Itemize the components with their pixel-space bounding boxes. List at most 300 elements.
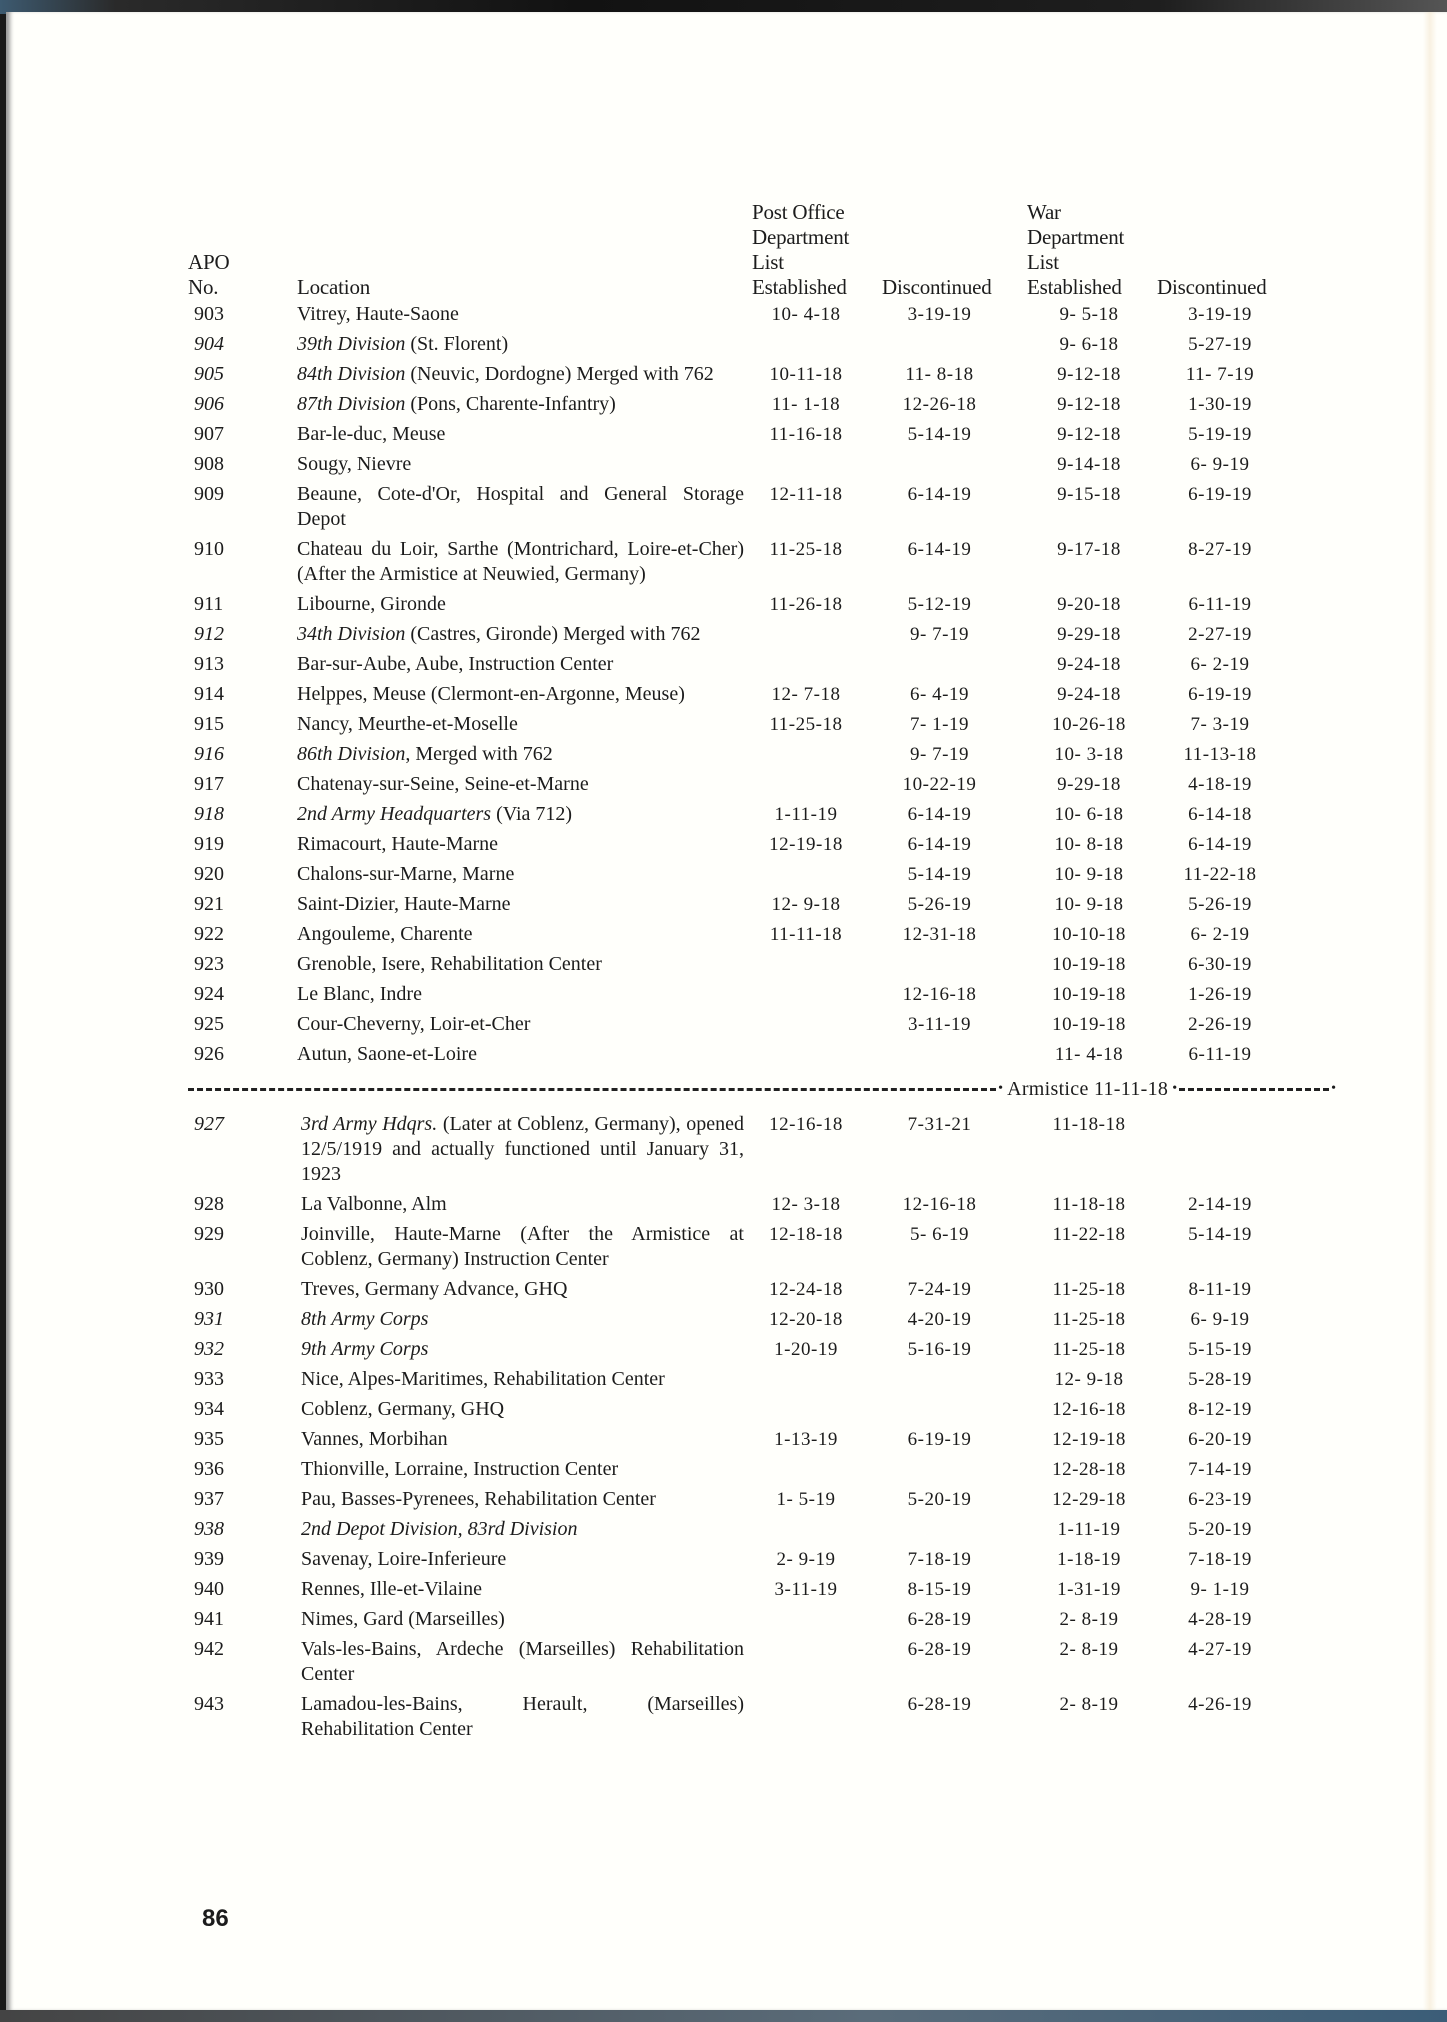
wd-discontinued-date: 6-14-19 bbox=[1188, 834, 1252, 855]
wd-established-date: 11-25-18 bbox=[1052, 1279, 1126, 1300]
location-cell bbox=[271, 1607, 752, 1632]
wd-established-date: 9-14-18 bbox=[1057, 454, 1121, 475]
location-text: Chateau du Loir, Sarthe (Montrichard, Loire-et-Cher) (After the Armistice at Neuwied, Germany) bbox=[297, 538, 744, 585]
location-cell bbox=[271, 622, 752, 647]
location-cell bbox=[271, 1517, 752, 1542]
po-discontinued-date: 4-20-19 bbox=[907, 1309, 972, 1330]
apo-number: 936 bbox=[194, 1458, 224, 1480]
table-row bbox=[188, 1692, 1338, 1742]
po-discontinued-date: 6-28-19 bbox=[907, 1694, 972, 1715]
po-discontinued-date: 12-31-18 bbox=[902, 924, 977, 945]
po-established-date: 11-16-18 bbox=[769, 424, 843, 445]
location-cell bbox=[271, 1397, 752, 1422]
location-text: (Castres, Gironde) Merged with 762 bbox=[405, 623, 701, 645]
po-established-date: 11-25-18 bbox=[769, 539, 843, 560]
wd-discontinued-date: 6-11-19 bbox=[1188, 594, 1252, 615]
apo-number: 942 bbox=[194, 1638, 224, 1660]
location-text: Coblenz, Germany, GHQ bbox=[301, 1398, 505, 1420]
apo-number: 922 bbox=[194, 923, 224, 945]
table-row bbox=[188, 392, 1338, 417]
table-row bbox=[188, 1367, 1338, 1392]
book-page bbox=[6, 12, 1447, 2010]
apo-number: 927 bbox=[194, 1113, 224, 1135]
location-cell bbox=[271, 952, 752, 977]
po-discontinued-date: 12-16-18 bbox=[902, 1194, 977, 1215]
header-wd-discontinued: Discontinued bbox=[1157, 275, 1267, 299]
apo-number: 912 bbox=[194, 623, 224, 645]
location-cell bbox=[271, 742, 752, 767]
po-discontinued-date: 6-14-19 bbox=[907, 834, 972, 855]
location-text: La Valbonne, Alm bbox=[301, 1193, 447, 1215]
wd-discontinued-date: 3-19-19 bbox=[1188, 304, 1252, 325]
po-established-date: 12- 3-18 bbox=[771, 1194, 841, 1215]
po-discontinued-date: 7-18-19 bbox=[907, 1549, 972, 1570]
wd-established-date: 9-12-18 bbox=[1057, 364, 1121, 385]
header-wd-established bbox=[1027, 200, 1157, 300]
wd-discontinued-date: 5-20-19 bbox=[1188, 1519, 1252, 1540]
table-row bbox=[188, 1012, 1338, 1037]
location-cell bbox=[271, 1577, 752, 1602]
po-discontinued-date: 6-28-19 bbox=[907, 1639, 972, 1660]
po-discontinued-date: 6-19-19 bbox=[907, 1429, 972, 1450]
table-row bbox=[188, 832, 1338, 857]
wd-discontinued-date: 2-27-19 bbox=[1188, 624, 1252, 645]
location-cell bbox=[271, 332, 752, 357]
location-cell bbox=[271, 1637, 752, 1687]
apo-number: 918 bbox=[194, 803, 224, 825]
location-cell bbox=[271, 392, 752, 417]
location-cell bbox=[271, 652, 752, 677]
apo-number: 910 bbox=[194, 538, 224, 560]
apo-number: 930 bbox=[194, 1278, 224, 1300]
wd-discontinued-date: 6-19-19 bbox=[1188, 684, 1252, 705]
apo-number: 904 bbox=[194, 333, 224, 355]
po-established-date: 12-18-18 bbox=[769, 1224, 843, 1245]
scanner-edge-bottom bbox=[0, 2010, 1447, 2022]
header-po-established bbox=[752, 200, 882, 300]
location-cell bbox=[271, 1277, 752, 1302]
po-discontinued-date: 6-28-19 bbox=[907, 1609, 972, 1630]
table-row bbox=[188, 982, 1338, 1007]
table-row bbox=[188, 1637, 1338, 1687]
unit-name: 84th Division bbox=[297, 363, 406, 385]
location-cell bbox=[271, 1222, 752, 1272]
apo-number: 932 bbox=[194, 1338, 224, 1360]
wd-established-date: 9-24-18 bbox=[1057, 654, 1121, 675]
wd-established-date: 2- 8-19 bbox=[1059, 1639, 1119, 1660]
po-discontinued-date: 6-14-19 bbox=[907, 539, 972, 560]
divider-dot: • bbox=[998, 1081, 1004, 1096]
wd-established-date: 10- 8-18 bbox=[1054, 834, 1124, 855]
location-text: Rennes, Ille-et-Vilaine bbox=[301, 1578, 482, 1600]
wd-established-date: 2- 8-19 bbox=[1059, 1609, 1119, 1630]
po-discontinued-date: 12-26-18 bbox=[902, 394, 977, 415]
location-text: Grenoble, Isere, Rehabilitation Center bbox=[297, 953, 602, 975]
apo-number: 913 bbox=[194, 653, 224, 675]
wd-discontinued-date: 6-19-19 bbox=[1188, 484, 1252, 505]
wd-established-date: 10- 9-18 bbox=[1054, 864, 1124, 885]
wd-discontinued-date: 11-22-18 bbox=[1183, 864, 1257, 885]
wd-discontinued-date: 6-11-19 bbox=[1188, 1044, 1252, 1065]
wd-established-date: 1-11-19 bbox=[1057, 1519, 1121, 1540]
location-text: Rimacourt, Haute-Marne bbox=[297, 833, 499, 855]
wd-established-date: 12-29-18 bbox=[1052, 1489, 1126, 1510]
apo-number: 933 bbox=[194, 1368, 224, 1390]
po-established-date: 1-20-19 bbox=[774, 1339, 838, 1360]
apo-number: 919 bbox=[194, 833, 224, 855]
location-cell bbox=[271, 772, 752, 797]
po-discontinued-date: 5- 6-19 bbox=[910, 1224, 969, 1245]
unit-name: 9th Army Corps bbox=[301, 1338, 429, 1360]
wd-discontinued-date: 6- 2-19 bbox=[1190, 654, 1250, 675]
wd-established-date: 11-25-18 bbox=[1052, 1309, 1126, 1330]
location-text: Sougy, Nievre bbox=[297, 453, 412, 475]
unit-name: 87th Division bbox=[297, 393, 406, 415]
wd-established-date: 10-26-18 bbox=[1052, 714, 1126, 735]
table-row bbox=[188, 802, 1338, 827]
location-cell bbox=[271, 482, 752, 532]
wd-discontinued-date: 7- 3-19 bbox=[1190, 714, 1250, 735]
wd-discontinued-date: 2-14-19 bbox=[1188, 1194, 1252, 1215]
location-text: Helppes, Meuse (Clermont-en-Argonne, Meuse) bbox=[297, 683, 685, 705]
location-cell bbox=[271, 1337, 752, 1362]
po-established-date: 12- 9-18 bbox=[771, 894, 841, 915]
po-established-date: 12-16-18 bbox=[769, 1114, 843, 1135]
location-text: Treves, Germany Advance, GHQ bbox=[301, 1278, 568, 1300]
header-department-line: Department bbox=[752, 225, 850, 249]
wd-discontinued-date: 4-28-19 bbox=[1188, 1609, 1252, 1630]
wd-established-date: 9-12-18 bbox=[1057, 394, 1121, 415]
unit-name: 34th Division bbox=[297, 623, 406, 645]
table-row bbox=[188, 1112, 1338, 1187]
header-established-label: Established bbox=[752, 275, 847, 299]
table-row bbox=[188, 1427, 1338, 1452]
po-discontinued-date: 5-16-19 bbox=[907, 1339, 972, 1360]
armistice-divider bbox=[188, 1072, 1338, 1106]
header-no-label: No. bbox=[188, 275, 219, 299]
wd-discontinued-date: 5-19-19 bbox=[1188, 424, 1252, 445]
table-row bbox=[188, 682, 1338, 707]
po-established-date: 2- 9-19 bbox=[776, 1549, 836, 1570]
po-discontinued-date: 7-24-19 bbox=[907, 1279, 972, 1300]
apo-number: 917 bbox=[194, 773, 224, 795]
wd-established-date: 12-16-18 bbox=[1052, 1399, 1126, 1420]
wd-discontinued-date: 11-13-18 bbox=[1183, 744, 1257, 765]
apo-number: 925 bbox=[194, 1013, 224, 1035]
apo-number: 905 bbox=[194, 363, 224, 385]
location-cell bbox=[271, 1112, 752, 1187]
wd-discontinued-date: 6-20-19 bbox=[1188, 1429, 1252, 1450]
apo-table bbox=[188, 200, 1338, 1747]
wd-established-date: 1-18-19 bbox=[1057, 1549, 1121, 1570]
location-text: Savenay, Loire-Inferieure bbox=[301, 1548, 507, 1570]
table-row bbox=[188, 1547, 1338, 1572]
wd-established-date: 11-18-18 bbox=[1052, 1114, 1126, 1135]
unit-name: 39th Division bbox=[297, 333, 406, 355]
table-row bbox=[188, 952, 1338, 977]
po-established-date: 3-11-19 bbox=[774, 1579, 838, 1600]
wd-discontinued-date: 6-23-19 bbox=[1188, 1489, 1252, 1510]
table-row bbox=[188, 482, 1338, 532]
apo-number: 926 bbox=[194, 1043, 224, 1065]
unit-name: 2nd Depot Division, 83rd Division bbox=[301, 1518, 578, 1540]
table-row bbox=[188, 1457, 1338, 1482]
location-text: Vitrey, Haute-Saone bbox=[297, 303, 459, 325]
po-discontinued-date: 12-16-18 bbox=[902, 984, 977, 1005]
apo-number: 924 bbox=[194, 983, 224, 1005]
po-discontinued-date: 5-14-19 bbox=[907, 424, 972, 445]
apo-number: 939 bbox=[194, 1548, 224, 1570]
location-cell bbox=[271, 712, 752, 737]
wd-discontinued-date: 1-26-19 bbox=[1188, 984, 1252, 1005]
location-text: Vannes, Morbihan bbox=[301, 1428, 448, 1450]
location-text: Nimes, Gard (Marseilles) bbox=[301, 1608, 505, 1630]
wd-discontinued-date: 1-30-19 bbox=[1188, 394, 1252, 415]
location-text: Beaune, Cote-d'Or, Hospital and General Storage Depot bbox=[297, 483, 744, 530]
apo-number: 935 bbox=[194, 1428, 224, 1450]
table-row bbox=[188, 772, 1338, 797]
wd-discontinued-date: 5-27-19 bbox=[1188, 334, 1252, 355]
apo-number: 937 bbox=[194, 1488, 224, 1510]
location-text: (Later at Coblenz, Germany), opened 12/5/1919 and actually functioned until January 31, 1923 bbox=[301, 1113, 744, 1185]
apo-number: 920 bbox=[194, 863, 224, 885]
location-text: (St. Florent) bbox=[405, 333, 509, 355]
location-cell bbox=[271, 1192, 752, 1217]
dashed-rule bbox=[188, 1088, 996, 1091]
location-cell bbox=[271, 922, 752, 947]
po-discontinued-date: 7-31-21 bbox=[907, 1114, 972, 1135]
location-cell bbox=[271, 1457, 752, 1482]
apo-number: 908 bbox=[194, 453, 224, 475]
location-text: Chalons-sur-Marne, Marne bbox=[297, 863, 515, 885]
table-row bbox=[188, 592, 1338, 617]
location-cell bbox=[271, 362, 752, 387]
wd-established-date: 10- 6-18 bbox=[1054, 804, 1124, 825]
location-text: Chatenay-sur-Seine, Seine-et-Marne bbox=[297, 773, 589, 795]
table-row bbox=[188, 1487, 1338, 1512]
location-cell bbox=[271, 1012, 752, 1037]
wd-established-date: 11-25-18 bbox=[1052, 1339, 1126, 1360]
po-discontinued-date: 10-22-19 bbox=[902, 774, 977, 795]
apo-number: 915 bbox=[194, 713, 224, 735]
location-text: Bar-sur-Aube, Aube, Instruction Center bbox=[297, 653, 614, 675]
table-row bbox=[188, 332, 1338, 357]
po-established-date: 1-13-19 bbox=[774, 1429, 838, 1450]
wd-established-date: 9-12-18 bbox=[1057, 424, 1121, 445]
apo-number: 943 bbox=[194, 1693, 224, 1715]
location-cell bbox=[271, 1042, 752, 1067]
wd-established-date: 12- 9-18 bbox=[1054, 1369, 1124, 1390]
apo-number: 903 bbox=[194, 303, 224, 325]
wd-discontinued-date: 7-18-19 bbox=[1188, 1549, 1252, 1570]
location-text: Lamadou-les-Bains, Herault, (Marseilles) Rehabilitation Center bbox=[301, 1693, 744, 1740]
table-row bbox=[188, 1607, 1338, 1632]
table-row bbox=[188, 1577, 1338, 1602]
apo-number: 940 bbox=[194, 1578, 224, 1600]
wd-established-date: 9-29-18 bbox=[1057, 774, 1121, 795]
wd-discontinued-date: 4-26-19 bbox=[1188, 1694, 1252, 1715]
po-established-date: 11- 1-18 bbox=[771, 394, 841, 415]
header-department-line: Department bbox=[1027, 225, 1125, 249]
wd-established-date: 10-19-18 bbox=[1052, 984, 1126, 1005]
location-cell bbox=[271, 802, 752, 827]
apo-number: 929 bbox=[194, 1223, 224, 1245]
wd-established-date: 9-17-18 bbox=[1057, 539, 1121, 560]
table-row bbox=[188, 1517, 1338, 1542]
wd-established-date: 11- 4-18 bbox=[1054, 1044, 1124, 1065]
rows-before-armistice bbox=[188, 302, 1338, 1067]
wd-discontinued-date: 6- 2-19 bbox=[1190, 924, 1250, 945]
wd-established-date: 11-18-18 bbox=[1052, 1194, 1126, 1215]
wd-discontinued-date: 6- 9-19 bbox=[1190, 1309, 1250, 1330]
apo-number: 906 bbox=[194, 393, 224, 415]
location-text: Nancy, Meurthe-et-Moselle bbox=[297, 713, 518, 735]
location-cell bbox=[271, 1547, 752, 1572]
divider-dot: • bbox=[1331, 1081, 1336, 1096]
wd-established-date: 9-24-18 bbox=[1057, 684, 1121, 705]
po-established-date: 10-11-18 bbox=[769, 364, 843, 385]
wd-established-date: 10-19-18 bbox=[1052, 1014, 1126, 1035]
table-row bbox=[188, 712, 1338, 737]
wd-discontinued-date: 4-18-19 bbox=[1188, 774, 1252, 795]
header-war-line: War bbox=[1027, 200, 1061, 224]
wd-discontinued-date: 5-28-19 bbox=[1188, 1369, 1252, 1390]
location-cell bbox=[271, 982, 752, 1007]
location-cell bbox=[271, 682, 752, 707]
apo-number: 931 bbox=[194, 1308, 224, 1330]
location-cell bbox=[271, 537, 752, 587]
rows-after-armistice bbox=[188, 1112, 1338, 1742]
po-established-date: 12-20-18 bbox=[769, 1309, 843, 1330]
header-po-discontinued: Discontinued bbox=[882, 275, 992, 299]
table-row bbox=[188, 1222, 1338, 1272]
location-cell bbox=[271, 1427, 752, 1452]
po-discontinued-date: 11- 8-18 bbox=[905, 364, 974, 385]
po-established-date: 12- 7-18 bbox=[771, 684, 841, 705]
location-cell bbox=[271, 422, 752, 447]
po-discontinued-date: 3-19-19 bbox=[907, 304, 972, 325]
location-text: Angouleme, Charente bbox=[297, 923, 473, 945]
po-established-date: 12-19-18 bbox=[769, 834, 843, 855]
wd-established-date: 1-31-19 bbox=[1057, 1579, 1121, 1600]
location-text: Vals-les-Bains, Ardeche (Marseilles) Rehabilitation Center bbox=[301, 1638, 744, 1685]
wd-established-date: 9-29-18 bbox=[1057, 624, 1121, 645]
po-discontinued-date: 6-14-19 bbox=[907, 484, 972, 505]
table-row bbox=[188, 537, 1338, 587]
po-discontinued-date: 5-12-19 bbox=[907, 594, 972, 615]
divider-dot: • bbox=[1172, 1081, 1178, 1096]
po-discontinued-date: 3-11-19 bbox=[908, 1014, 971, 1035]
table-row bbox=[188, 622, 1338, 647]
wd-established-date: 10-19-18 bbox=[1052, 954, 1126, 975]
apo-number: 923 bbox=[194, 953, 224, 975]
location-text: Bar-le-duc, Meuse bbox=[297, 423, 446, 445]
location-cell bbox=[271, 302, 752, 327]
apo-number: 928 bbox=[194, 1193, 224, 1215]
header-list-line: List bbox=[752, 250, 784, 274]
location-text: (Neuvic, Dordogne) Merged with 762 bbox=[405, 363, 714, 385]
po-established-date: 1- 5-19 bbox=[776, 1489, 836, 1510]
location-cell bbox=[271, 832, 752, 857]
wd-established-date: 10- 9-18 bbox=[1054, 894, 1124, 915]
po-established-date: 11-11-18 bbox=[769, 924, 843, 945]
location-cell bbox=[271, 862, 752, 887]
wd-established-date: 12-19-18 bbox=[1052, 1429, 1126, 1450]
header-list-line: List bbox=[1027, 250, 1059, 274]
table-row bbox=[188, 302, 1338, 327]
table-row bbox=[188, 1192, 1338, 1217]
location-text: Saint-Dizier, Haute-Marne bbox=[297, 893, 511, 915]
wd-discontinued-date: 8-12-19 bbox=[1188, 1399, 1252, 1420]
wd-established-date: 12-28-18 bbox=[1052, 1459, 1126, 1480]
apo-number: 907 bbox=[194, 423, 224, 445]
po-discontinued-date: 9- 7-19 bbox=[910, 624, 969, 645]
apo-number: 916 bbox=[194, 743, 224, 765]
table-row bbox=[188, 742, 1338, 767]
header-location: Location bbox=[297, 275, 371, 299]
wd-discontinued-date: 11- 7-19 bbox=[1185, 364, 1255, 385]
table-row bbox=[188, 1307, 1338, 1332]
apo-number: 934 bbox=[194, 1398, 224, 1420]
wd-established-date: 9- 5-18 bbox=[1059, 304, 1119, 325]
wd-discontinued-date: 6-14-18 bbox=[1188, 804, 1252, 825]
location-text: Cour-Cheverny, Loir-et-Cher bbox=[297, 1013, 531, 1035]
po-established-date: 11-26-18 bbox=[769, 594, 843, 615]
header-established-label: Established bbox=[1027, 275, 1122, 299]
wd-established-date: 11-22-18 bbox=[1052, 1224, 1126, 1245]
page-number: 86 bbox=[202, 1905, 229, 1932]
unit-name: 2nd Army Headquarters bbox=[297, 803, 492, 825]
po-established-date: 10- 4-18 bbox=[771, 304, 841, 325]
location-cell bbox=[271, 892, 752, 917]
header-post-office-line: Post Office bbox=[752, 200, 845, 224]
location-text: , Merged with 762 bbox=[405, 743, 553, 765]
table-header bbox=[188, 200, 1338, 300]
po-discontinued-date: 8-15-19 bbox=[907, 1579, 972, 1600]
location-text: Joinville, Haute-Marne (After the Armistice at Coblenz, Germany) Instruction Center bbox=[301, 1223, 744, 1270]
apo-number: 909 bbox=[194, 483, 224, 505]
location-cell bbox=[271, 1692, 752, 1742]
table-row bbox=[188, 652, 1338, 677]
location-cell bbox=[271, 1367, 752, 1392]
po-discontinued-date: 5-20-19 bbox=[907, 1489, 972, 1510]
table-row bbox=[188, 362, 1338, 387]
apo-number: 938 bbox=[194, 1518, 224, 1540]
table-row bbox=[188, 452, 1338, 477]
table-row bbox=[188, 892, 1338, 917]
wd-discontinued-date: 2-26-19 bbox=[1188, 1014, 1252, 1035]
po-established-date: 11-25-18 bbox=[769, 714, 843, 735]
wd-discontinued-date: 6-30-19 bbox=[1188, 954, 1252, 975]
header-apo-no bbox=[188, 250, 271, 300]
apo-number: 914 bbox=[194, 683, 224, 705]
wd-discontinued-date: 4-27-19 bbox=[1188, 1639, 1252, 1660]
wd-established-date: 9-20-18 bbox=[1057, 594, 1121, 615]
table-row bbox=[188, 1042, 1338, 1067]
wd-discontinued-date: 5-14-19 bbox=[1188, 1224, 1252, 1245]
location-cell bbox=[271, 1307, 752, 1332]
wd-discontinued-date: 5-15-19 bbox=[1188, 1339, 1252, 1360]
location-text: Libourne, Gironde bbox=[297, 593, 446, 615]
location-text: (Via 712) bbox=[491, 803, 573, 825]
table-row bbox=[188, 1277, 1338, 1302]
po-established-date: 1-11-19 bbox=[774, 804, 838, 825]
location-text: Le Blanc, Indre bbox=[297, 983, 422, 1005]
apo-number: 921 bbox=[194, 893, 224, 915]
unit-name: 8th Army Corps bbox=[301, 1308, 429, 1330]
location-text: Nice, Alpes-Maritimes, Rehabilitation Center bbox=[301, 1368, 665, 1390]
po-discontinued-date: 6- 4-19 bbox=[910, 684, 969, 705]
